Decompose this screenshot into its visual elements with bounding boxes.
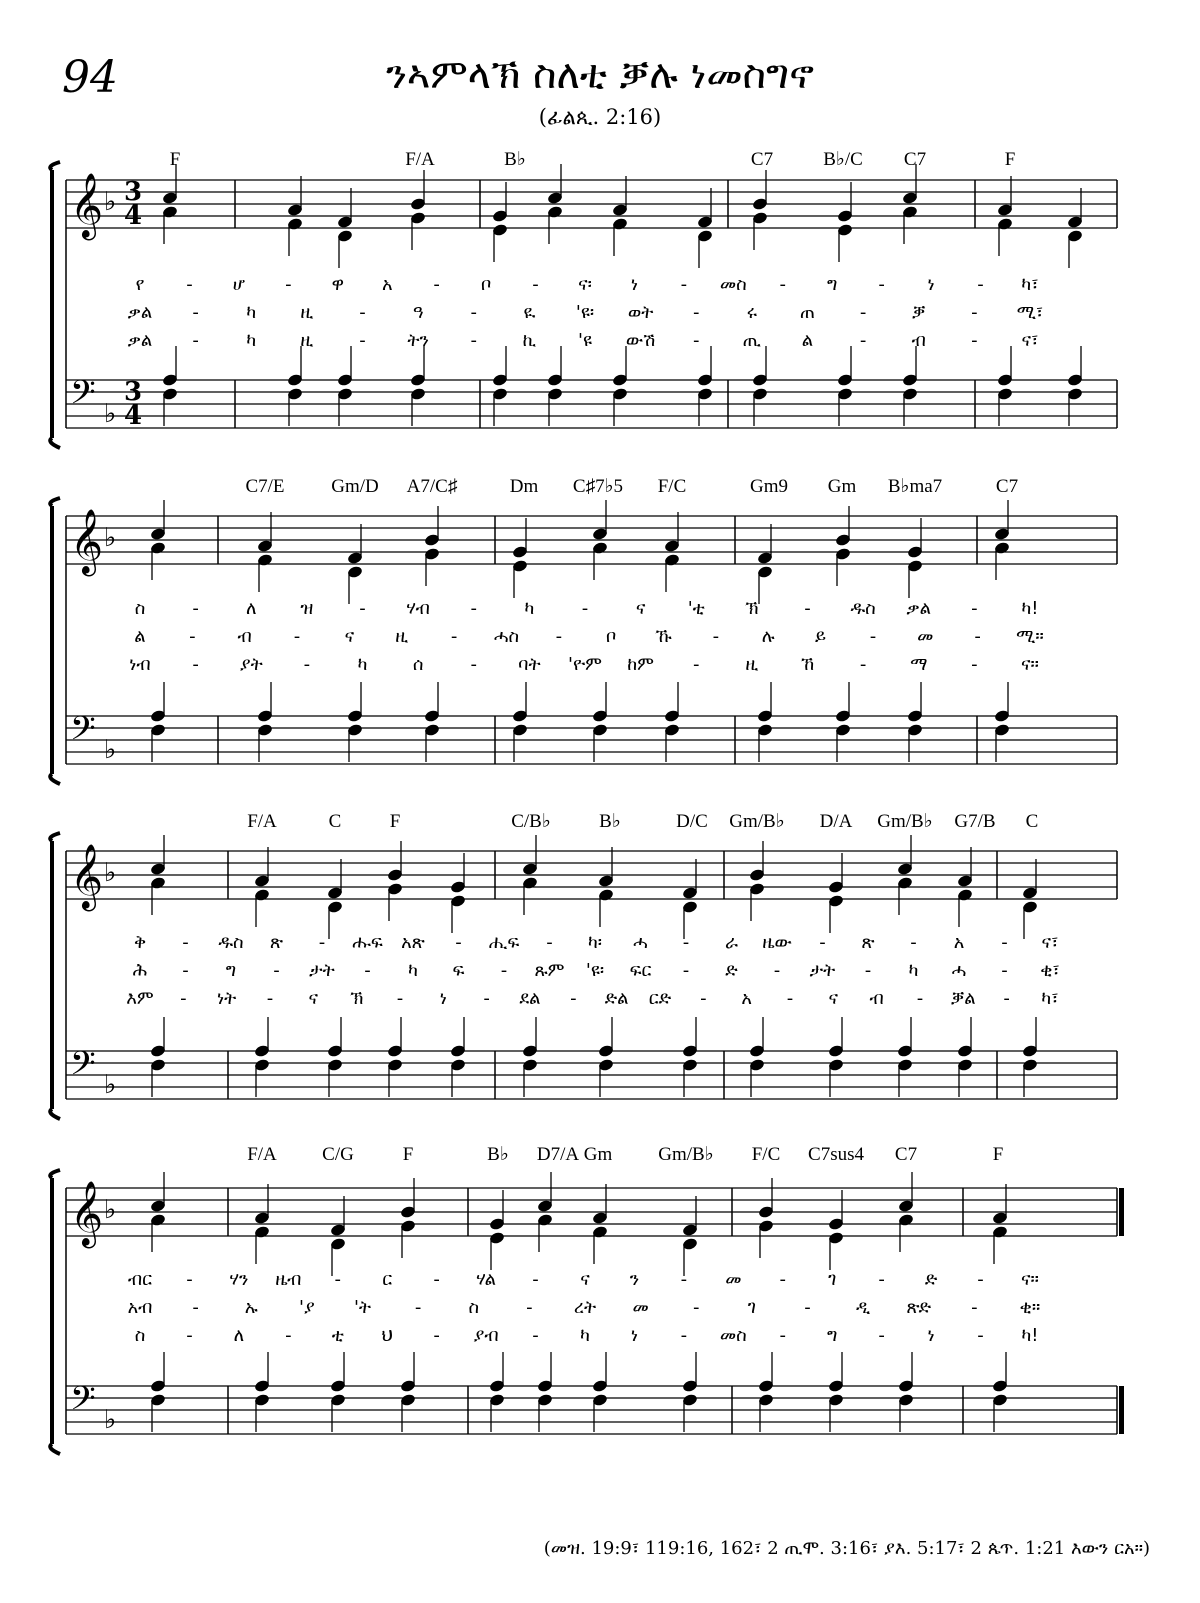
lyric-syllable: ሃን [229,1269,249,1290]
chord-symbol: F/C [657,476,687,497]
lyric-syllable: ሑፍ [352,932,383,953]
lyric-hyphen: - [971,330,978,351]
lyric-syllable: ነ [927,274,935,295]
system-bracket [50,162,60,448]
lyric-syllable: ቦ [480,274,492,295]
lyric-hyphen: - [433,1269,440,1290]
lyric-hyphen: - [977,1325,984,1346]
lyric-hyphen: - [693,330,700,351]
bass-clef-icon: 𝄢 [70,374,96,420]
chord-symbol: Gm9 [750,476,788,497]
lyric-hyphen: - [303,654,311,675]
lyric-syllable: ቃል [127,330,153,351]
lyric-syllable: ቅ [133,932,147,953]
lyric-syllable: ሕ [132,960,148,981]
treble-clef-icon: 𝄞 [70,173,104,238]
chord-symbol: D/C [676,811,708,832]
chord-symbol: F [389,811,401,832]
lyric-syllable: ብ [237,626,252,647]
treble-clef-icon: 𝄞 [70,1181,104,1246]
lyric-hyphen: - [878,274,885,295]
chord-symbol: C7 [995,476,1019,497]
bass-clef-icon: 𝄢 [70,710,96,756]
lyric-syllable: ቓ [912,302,926,323]
lyric-hyphen: - [359,330,366,351]
lyric-syllable: ሰ [412,654,424,675]
lyric-syllable: ዜው [762,932,792,953]
lyric-syllable: ታት [309,960,335,981]
lyric-syllable: የ [135,274,145,295]
key-signature-flat-icon: ♭ [104,1195,117,1225]
lyric-syllable: ቂ፣ [1040,960,1060,981]
lyric-hyphen: - [192,598,199,619]
lyric-syllable: መ [632,1297,649,1318]
lyric-hyphen: - [971,654,978,675]
lyric-hyphen: - [192,302,199,323]
key-signature-flat-icon: ♭ [104,1405,117,1435]
lyric-syllable: ብ [911,330,926,351]
lyric-hyphen: - [974,626,981,647]
chord-symbol: C7 [750,149,774,170]
lyric-syllable: ካ [246,302,257,323]
lyric-syllable: 'ት [353,1297,372,1318]
lyric-syllable: ማ [910,654,928,675]
lyric-hyphen: - [189,626,196,647]
key-signature-flat-icon: ♭ [104,735,117,765]
lyric-syllable: ር [382,1269,393,1290]
lyric-syllable: ሉ [761,626,775,647]
lyric-hyphen: - [916,988,924,1009]
chord-symbol: F/A [247,1144,277,1165]
key-signature-flat-icon: ♭ [104,399,117,429]
lyric-syllable: ያት [239,654,263,675]
lyric-syllable: ሚ። [1016,626,1044,647]
key-signature-flat-icon: ♭ [104,858,117,888]
lyric-syllable: ና፣ [1041,932,1059,953]
lyric-hyphen: - [318,932,326,953]
chord-symbol: B♭ [504,149,526,170]
lyric-syllable: ታት [809,960,836,981]
lyric-syllable: መ [917,626,934,647]
lyric-syllable: ነ [927,1325,935,1346]
lyric-syllable: ዱስ [218,932,244,953]
lyric-syllable: ጠ [800,302,815,323]
lyric-syllable: ኡ [244,1297,258,1318]
lyric-syllable: ኸ [800,654,815,675]
lyric-syllable: ና [344,626,355,647]
lyric-hyphen: - [779,274,787,295]
lyric-syllable: ግ [827,274,838,295]
lyric-syllable: ዪ [523,302,536,323]
lyric-syllable: ካ [908,960,919,981]
chord-symbol: B♭/C [823,149,863,170]
lyric-syllable: ዓ [412,302,424,323]
lyric-hyphen: - [693,302,700,323]
lyric-syllable: ዱስ [850,598,876,619]
lyric-hyphen: - [682,932,690,953]
lyric-syllable: ኽ [350,988,364,1009]
lyric-syllable: ጽ [269,932,284,953]
lyric-syllable: ከም [627,654,654,675]
lyric-hyphen: - [878,1269,885,1290]
lyric-syllable: ዚ [300,302,314,323]
lyric-syllable: ነብ [129,654,151,675]
chord-symbol: F/A [247,811,277,832]
chord-symbol: G7/B [954,811,996,832]
lyric-syllable: ካ [580,1325,590,1346]
lyric-syllable: ዚ [395,626,409,647]
lyric-syllable: ነ [630,274,639,295]
chord-symbol: Gm/B♭ [877,811,933,832]
lyric-syllable: ወት [627,302,654,323]
lyric-syllable: ና። [1021,654,1039,675]
chord-symbol: C [1025,811,1039,832]
lyric-syllable: ህ [381,1325,393,1346]
lyric-syllable: ካ [408,960,418,981]
system-bracket [50,498,60,784]
chord-symbol: F [402,1144,414,1165]
lyric-syllable: ካ፣ [1041,988,1059,1009]
lyric-hyphen: - [186,1269,193,1290]
chord-symbol: Gm/B♭ [658,1144,714,1165]
lyric-hyphen: - [977,274,984,295]
chord-symbol: Gm [583,1144,613,1165]
lyric-syllable: ቓል [950,988,976,1009]
lyric-syllable: ብር [127,1269,153,1290]
lyric-syllable: መስ [719,274,747,295]
lyric-hyphen: - [433,274,440,295]
lyric-hyphen: - [182,960,189,981]
lyric-syllable: ገ [828,1269,837,1290]
chord-symbol: F/C [751,1144,781,1165]
time-signature-top: 3 [124,377,143,407]
lyric-syllable: አ [381,274,393,295]
chord-symbol: C♯7♭5 [572,476,624,497]
lyric-syllable: ደል [519,988,541,1009]
lyric-syllable: ያብ [473,1325,499,1346]
lyric-hyphen: - [532,274,539,295]
lyric-hyphen: - [712,626,720,647]
lyric-syllable: ካ፣ [1021,274,1039,295]
final-barline [1119,1188,1124,1236]
key-signature-flat-icon: ♭ [104,523,117,553]
lyric-syllable: ካ! [1021,598,1039,619]
lyric-syllable: ል [134,626,146,647]
lyric-syllable: ጢ [742,330,761,351]
lyric-hyphen: - [779,1269,787,1290]
lyric-hyphen: - [700,988,707,1009]
chord-symbol: C7 [894,1144,918,1165]
lyric-syllable: ዲ [855,1297,871,1318]
lyric-hyphen: - [859,654,867,675]
lyric-hyphen: - [186,1325,193,1346]
lyric-syllable: ቃል [906,598,932,619]
lyric-hyphen: - [977,1269,984,1290]
lyric-hyphen: - [804,598,811,619]
lyric-syllable: ሩ [746,302,758,323]
lyric-syllable: ለ [245,598,257,619]
chord-symbol: B♭ma7 [887,476,943,497]
lyric-syllable: አ [741,988,752,1009]
lyric-syllable: አብ [127,1297,153,1318]
lyric-syllable: ቂ። [1019,1297,1041,1318]
lyric-syllable: ራ [725,932,738,953]
lyric-hyphen: - [359,598,366,619]
lyric-hyphen: - [359,302,366,323]
lyric-syllable: 'ዩ [578,330,592,351]
chord-symbol: C7sus4 [808,1144,864,1165]
lyric-hyphen: - [500,960,508,981]
lyric-syllable: ይ [815,626,827,647]
chord-symbol: C7 [903,149,927,170]
bass-clef-icon: 𝄢 [70,1380,96,1426]
time-signature-bottom: 4 [124,401,143,431]
chord-symbol: D/A [819,811,853,832]
lyric-syllable: ን [629,1269,640,1290]
lyric-hyphen: - [680,1269,688,1290]
lyric-hyphen: - [470,330,477,351]
lyric-hyphen: - [364,960,371,981]
lyric-syllable: ድል [604,988,629,1009]
bass-clef-icon: 𝄢 [70,1045,96,1091]
lyric-syllable: ነ [439,988,447,1009]
lyric-hyphen: - [483,988,490,1009]
lyric-hyphen: - [414,1297,422,1318]
lyric-syllable: ነት [217,988,237,1009]
hymn-number: 94 [62,52,118,103]
chord-symbol: Gm/B♭ [729,811,785,832]
lyric-syllable: ዚ [745,654,759,675]
lyric-hyphen: - [526,1297,533,1318]
chord-symbol: C/B♭ [511,811,551,832]
lyric-hyphen: - [859,302,867,323]
lyric-hyphen: - [532,1325,539,1346]
lyric-syllable: ቦ [606,626,617,647]
lyric-syllable: ካ [357,654,368,675]
lyric-hyphen: - [470,598,477,619]
lyric-syllable: ስ [468,1297,480,1318]
lyric-syllable: ጹም [534,960,565,981]
lyric-syllable: ካ፡ [587,932,603,953]
lyric-syllable: ስ [134,1325,146,1346]
lyric-hyphen: - [680,274,688,295]
lyric-hyphen: - [680,1325,688,1346]
lyric-syllable: ረት [573,1297,597,1318]
hymn-title: ንኣምላኽ ስለቲ ቓሉ ነመስግኖ [385,52,815,98]
lyric-syllable: ካ [524,598,535,619]
lyric-syllable: ል [801,330,814,351]
lyric-syllable: ግ [225,960,237,981]
lyric-hyphen: - [1003,988,1010,1009]
lyric-hyphen: - [180,988,187,1009]
lyric-syllable: ኹ [655,626,672,647]
lyric-syllable: ሃብ [406,598,430,619]
lyric-syllable: ዜብ [275,1269,302,1290]
chord-symbol: Gm [827,476,857,497]
chord-symbol: B♭ [487,1144,509,1165]
lyric-syllable: ሓ [633,932,648,953]
chord-symbol: C/G [322,1144,354,1165]
lyric-hyphen: - [581,598,589,619]
lyric-syllable: ቃል [127,302,153,323]
lyric-syllable: ድ [725,960,738,981]
lyric-hyphen: - [786,988,794,1009]
lyric-syllable: ካ! [1021,1325,1039,1346]
lyric-syllable: ኽ [745,598,759,619]
lyric-hyphen: - [470,302,477,323]
lyric-syllable: ሓስ [493,626,520,647]
chord-symbol: Dm [509,476,539,497]
lyric-syllable: አ [953,932,965,953]
chord-symbol: F/A [405,149,435,170]
lyric-syllable: ስ [134,598,146,619]
lyric-syllable: ፍር [629,960,652,981]
lyric-hyphen: - [285,274,292,295]
lyric-hyphen: - [555,626,563,647]
lyric-hyphen: - [546,932,553,953]
lyric-hyphen: - [773,960,781,981]
lyric-syllable: ሒፍ [488,932,520,953]
lyric-syllable: 'ቲ [687,598,705,619]
lyric-syllable: ነ [630,1325,639,1346]
lyric-hyphen: - [334,1269,342,1290]
chord-symbol: F [1004,149,1016,170]
lyric-syllable: ትን [407,330,429,351]
lyric-syllable: 'ዩ፡ [585,960,605,981]
lyric-syllable: መስ [719,1325,747,1346]
footer-references: (መዝ. 19:9፣ 119:16, 162፣ 2 ጢሞ. 3:16፣ ያእ. 5:17፣ 2 ጴጥ. 1:21 እውን ርአ።) [543,1538,1150,1559]
lyric-syllable: ኪ [522,330,537,351]
lyric-syllable: ርድ [648,988,672,1009]
system-bracket [50,1170,60,1454]
lyric-hyphen: - [869,626,877,647]
lyric-hyphen: - [693,1297,700,1318]
lyric-hyphen: - [971,302,978,323]
lyric-syllable: ብ [869,988,884,1009]
lyric-syllable: አጽ [401,932,425,953]
lyric-hyphen: - [864,960,872,981]
lyric-hyphen: - [293,626,301,647]
time-signature-top: 3 [124,177,143,207]
lyric-syllable: ሚ፣ [1016,302,1044,323]
lyric-hyphen: - [273,960,280,981]
lyric-syllable: ና [635,598,646,619]
lyric-hyphen: - [433,1325,440,1346]
chord-symbol: B♭ [599,811,621,832]
lyric-hyphen: - [266,988,274,1009]
chord-symbol: Gm/D [331,476,379,497]
lyric-syllable: ና፣ [1021,330,1039,351]
lyric-hyphen: - [1001,960,1008,981]
lyric-syllable: ሆ [232,274,246,295]
lyric-syllable: ቲ [331,1325,344,1346]
key-signature-flat-icon: ♭ [104,187,117,217]
chord-symbol: C7/E [245,476,285,497]
lyric-syllable: ና [828,988,839,1009]
lyric-hyphen: - [878,1325,885,1346]
lyric-syllable: ለ [233,1325,245,1346]
lyric-hyphen: - [182,932,189,953]
lyric-hyphen: - [819,932,826,953]
lyric-syllable: ና፡ [578,274,592,295]
lyric-syllable: ና [308,988,319,1009]
lyric-hyphen: - [804,1297,811,1318]
lyric-hyphen: - [192,330,199,351]
lyric-syllable: 'ዮም [568,654,602,675]
lyric-hyphen: - [285,1325,292,1346]
lyric-syllable: ድ [924,1269,938,1290]
lyric-hyphen: - [455,932,462,953]
lyric-hyphen: - [971,598,978,619]
lyric-hyphen: - [971,1297,978,1318]
lyric-syllable: ግ [827,1325,838,1346]
scripture-reference: (ፊልጲ. 2:16) [538,105,662,129]
lyric-hyphen: - [450,626,458,647]
lyric-hyphen: - [682,960,690,981]
lyric-syllable: 'ያ [298,1297,315,1318]
chord-symbol: D7/A [536,1144,580,1165]
lyric-syllable: ዋ [331,274,344,295]
lyric-hyphen: - [470,654,477,675]
lyric-syllable: ዝ [300,598,314,619]
lyric-hyphen: - [186,274,193,295]
lyric-hyphen: - [570,988,577,1009]
lyric-syllable: ና [580,1269,590,1290]
lyric-hyphen: - [859,330,867,351]
lyric-hyphen: - [192,654,199,675]
lyric-hyphen: - [1001,932,1008,953]
system-bracket [50,833,60,1119]
time-signature-bottom: 4 [124,201,143,231]
lyric-hyphen: - [192,1297,199,1318]
lyric-syllable: ፍ [452,960,465,981]
lyric-syllable: ካ [246,330,257,351]
lyric-syllable: እም [126,988,154,1009]
lyric-hyphen: - [532,1269,539,1290]
treble-clef-icon: 𝄞 [70,844,104,909]
lyric-hyphen: - [693,654,700,675]
lyric-syllable: ውሽ [625,330,656,351]
lyric-syllable: 'ዩ፡ [575,302,595,323]
lyric-syllable: ሓ [951,960,967,981]
key-signature-flat-icon: ♭ [104,1070,117,1100]
lyric-syllable: ጽድ [906,1297,932,1318]
lyric-syllable: ባት [518,654,541,675]
treble-clef-icon: 𝄞 [70,509,104,574]
final-barline [1119,1386,1124,1434]
lyric-hyphen: - [396,988,404,1009]
lyric-syllable: ዚ [300,330,314,351]
lyric-syllable: ገ [747,1297,756,1318]
chord-symbol: A7/C♯ [406,476,458,497]
lyric-syllable: ጽ [861,932,875,953]
lyric-hyphen: - [779,1325,787,1346]
lyric-hyphen: - [910,932,917,953]
lyric-syllable: መ [725,1269,742,1290]
lyric-syllable: ና። [1021,1269,1039,1290]
chord-symbol: F [169,149,181,170]
chord-symbol: F [992,1144,1004,1165]
chord-symbol: C [328,811,342,832]
lyric-syllable: ሃል [476,1269,497,1290]
